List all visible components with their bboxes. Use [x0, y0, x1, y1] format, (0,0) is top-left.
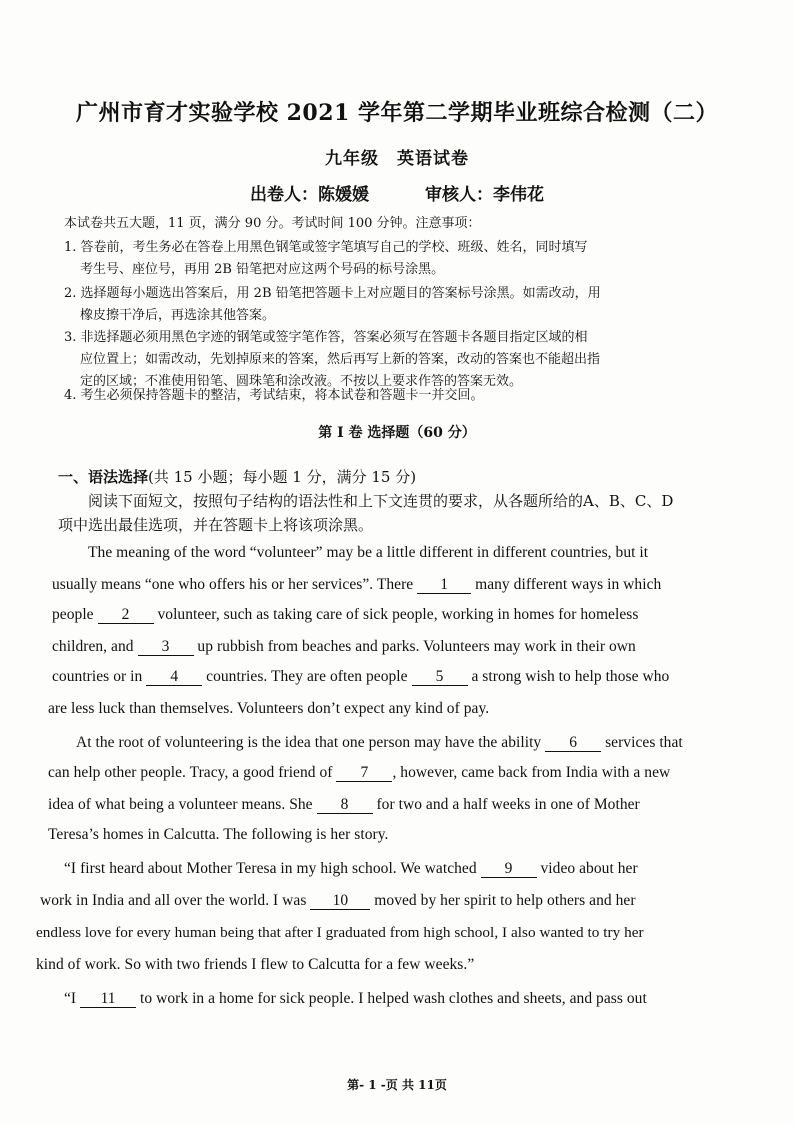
passage-text: work in India and all over the world. I was	[40, 892, 311, 909]
page-number-footer: 第- 1 -页 共 11页	[347, 1078, 447, 1092]
passage-text: many different ways in which	[471, 576, 662, 593]
passage-text: volunteer, such as taking care of sick people, working in homes for homeless	[153, 606, 639, 623]
blank-6: 6	[545, 735, 601, 752]
notice-item-2-line-2: 橡皮擦干净后，再选涂其他答案。	[80, 308, 276, 323]
section-1-title: 第 I 卷 选择题（60 分）	[318, 425, 476, 441]
blank-11: 11	[80, 991, 136, 1008]
subject-label: 英语试卷	[397, 149, 469, 169]
part-1-heading	[58, 466, 416, 487]
passage-line: endless love for every human being that after I graduated from high school, I also wanted to try her	[36, 924, 644, 941]
passage-text: for two and a half weeks in one of Mother	[372, 796, 640, 813]
part-1-heading-bold: 一、语法选择	[58, 468, 149, 486]
passage-text: video about her	[536, 860, 638, 877]
passage-text: “I	[64, 990, 81, 1007]
exam-authors	[0, 180, 794, 205]
blank-8: 8	[317, 797, 373, 814]
author-label: 出卷人：陈媛媛	[250, 185, 369, 205]
passage-line: kind of work. So with two friends I flew to Calcutta for a few weeks.”	[36, 956, 475, 973]
notice-item-1-line-1: 1. 答卷前，考生务必在答卷上用黑色钢笔或签字笔填写自己的学校、班级、姓名，同时填写	[64, 240, 588, 255]
passage-text: moved by her spirit to help others and her	[370, 892, 636, 909]
part-1-intro-line-2: 项中选出最佳选项，并在答题卡上将该项涂黑。	[58, 516, 374, 534]
passage-text: usually means “one who offers his or her services”. There	[52, 576, 418, 593]
passage-line	[76, 734, 683, 752]
passage-text: countries. They are often people	[202, 668, 412, 685]
blank-3: 3	[138, 639, 194, 656]
blank-4: 4	[146, 669, 202, 686]
notice-item-4-line-1: 4. 考生必须保持答题卡的整洁，考试结束，将本试卷和答题卡一并交回。	[64, 388, 484, 403]
passage-line	[48, 796, 640, 814]
blank-7: 7	[336, 765, 392, 782]
passage-text: children, and	[52, 638, 138, 655]
passage-text: services that	[601, 734, 683, 751]
passage-line	[52, 638, 636, 656]
exam-subtitle	[0, 144, 794, 169]
passage-line	[52, 576, 661, 594]
reviewer-label: 审核人：李伟花	[425, 185, 544, 205]
passage-line	[64, 990, 647, 1008]
blank-10: 10	[310, 893, 370, 910]
blank-9: 9	[481, 861, 537, 878]
passage-line: Teresa’s homes in Calcutta. The following is her story.	[48, 826, 389, 843]
grade-label: 九年级	[325, 149, 379, 169]
notice-item-1-line-2: 考生号、座位号，再用 2B 铅笔把对应这两个号码的标号涂黑。	[80, 262, 445, 277]
part-1-intro-line-1: 阅读下面短文，按照句子结构的语法性和上下文连贯的要求，从各题所给的A、B、C、D	[88, 492, 674, 510]
blank-5: 5	[412, 669, 468, 686]
passage-text: At the root of volunteering is the idea that one person may have the ability	[76, 734, 546, 751]
notice-item-3-line-1: 3. 非选择题必须用黑色字迹的钢笔或签字笔作答，答案必须写在答题卡各题目指定区域的相	[64, 330, 588, 345]
passage-line	[48, 764, 670, 782]
passage-line	[52, 668, 669, 686]
passage-text: to work in a home for sick people. I helped wash clothes and sheets, and pass out	[136, 990, 647, 1007]
passage-line: are less luck than themselves. Volunteers don’t expect any kind of pay.	[48, 700, 490, 717]
passage-text: , however, came back from India with a new	[392, 764, 671, 781]
passage-text: can help other people. Tracy, a good friend of	[48, 764, 337, 781]
notice-intro: 本试卷共五大题，11 页，满分 90 分。考试时间 100 分钟。注意事项：	[64, 216, 481, 231]
blank-1: 1	[417, 577, 471, 594]
passage-text: people	[52, 606, 98, 623]
passage-line	[64, 860, 638, 878]
passage-line: The meaning of the word “volunteer” may be a little different in different countries, but it	[88, 544, 649, 561]
passage-line	[52, 606, 638, 624]
passage-line	[40, 892, 636, 910]
passage-text: countries or in	[52, 668, 147, 685]
passage-text: a strong wish to help those who	[467, 668, 670, 685]
notice-item-3-line-3: 定的区域；不准使用铅笔、圆珠笔和涂改液。不按以上要求作答的答案无效。	[80, 374, 523, 389]
passage-text: “I first heard about Mother Teresa in my high school. We watched	[64, 860, 481, 877]
passage-text: idea of what being a volunteer means. She	[48, 796, 317, 813]
blank-2: 2	[98, 607, 154, 624]
exam-title: 广州市育才实验学校 2021 学年第二学期毕业班综合检测（二）	[75, 100, 719, 126]
notice-item-3-line-2: 应位置上；如需改动，先划掉原来的答案，然后再写上新的答案，改动的答案也不能超出指	[80, 352, 601, 367]
part-1-heading-rest: (共 15 小题；每小题 1 分，满分 15 分)	[148, 468, 417, 486]
passage-text: up rubbish from beaches and parks. Volunteers may work in their own	[193, 638, 636, 655]
notice-item-2-line-1: 2. 选择题每小题选出答案后，用 2B 铅笔把答题卡上对应题目的答案标号涂黑。如需改动，用	[64, 286, 601, 301]
